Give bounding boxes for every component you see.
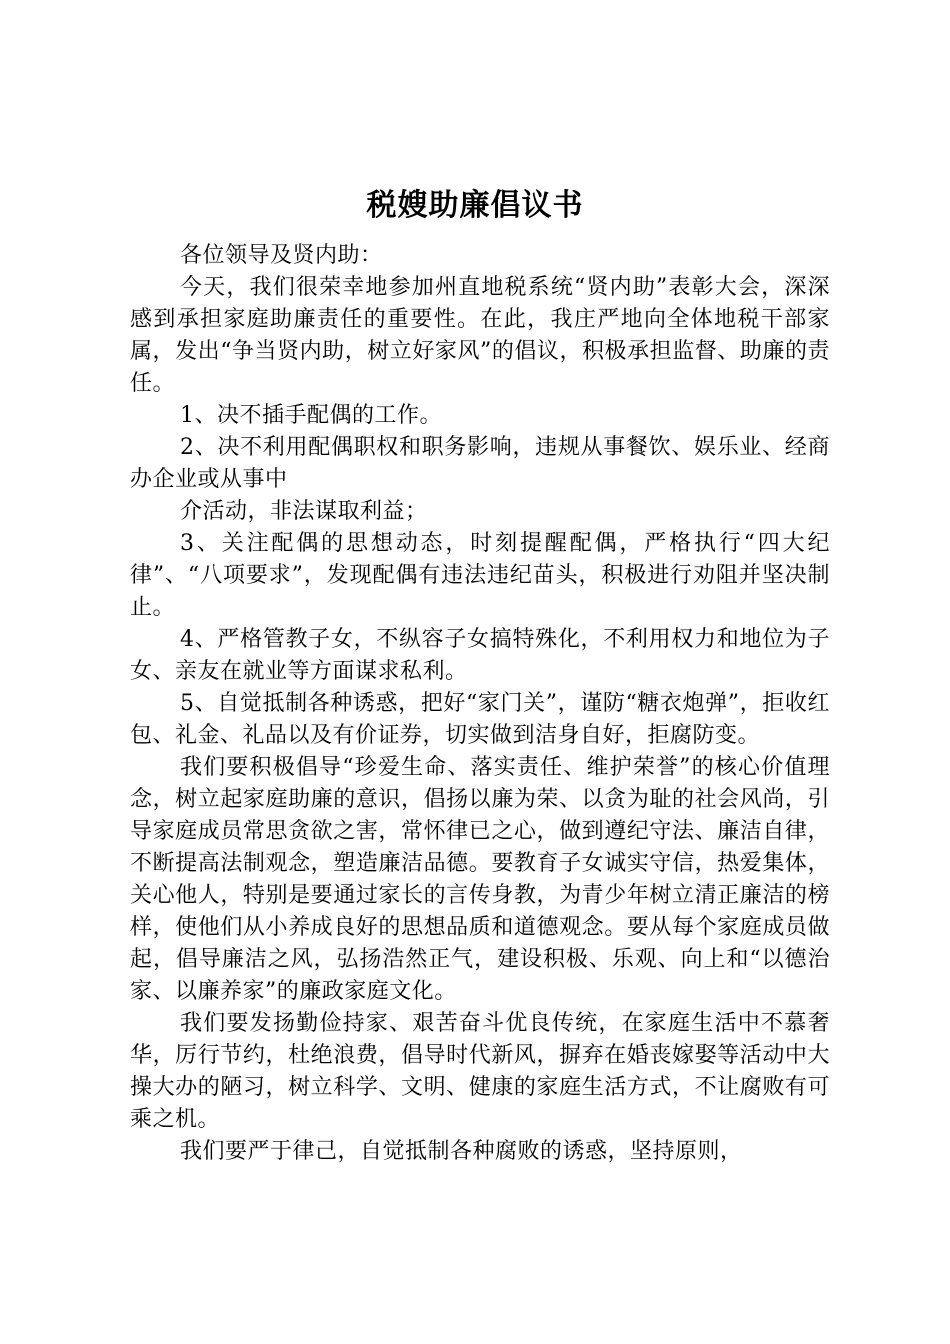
paragraph-values: 我们要积极倡导“珍爱生命、落实责任、维护荣誉”的核心价值理念，树立起家庭助廉的意识，倡扬以廉为荣、以贪为耻的社会风尚，引导家庭成员常思贪欲之害，常怀律已之心，做到遵纪守法、廉洁自律，不断提高法制观念，塑造廉洁品德。要教育子女诚实守信，热爱集体，关心他人，特别是要通过家长的言传身教，为青少年树立清正廉洁的榜样，使他们从小养成良好的思想品质和道德观念。要从每个家庭成员做起，倡导廉洁之风，弘扬浩然正气，建设积极、乐观、向上和“以德治家、以廉养家”的廉政家庭文化。: [130, 755, 830, 1004]
document-title: 税嫂助廉倡议书: [366, 188, 584, 223]
item-2: 2、决不利用配偶职权和职务影响，违规从事餐饮、娱乐业、经商办企业或从事中: [130, 435, 830, 492]
paragraph-intro: 今天，我们很荣幸地参加州直地税系统“贤内助”表彰大会，深深感到承担家庭助廉责任的重要性。在此，我庄严地向全体地税干部家属，发出“争当贤内助，树立好家风”的倡议，积极承担监督、助廉的责任。: [130, 275, 830, 396]
item-2-continued: 介活动，非法谋取利益；: [180, 499, 428, 524]
salutation: 各位领导及贤内助：: [180, 243, 383, 268]
item-3: 3、关注配偶的思想动态，时刻提醒配偶，严格执行“四大纪律”、“八项要求”，发现配偶有违法违纪苗头，积极进行劝阻并坚决制止。: [130, 531, 830, 620]
paragraph-frugality: 我们要发扬勤俭持家、艰苦奋斗优良传统，在家庭生活中不慕奢华，厉行节约，杜绝浪费，倡导时代新风，摒弃在婚丧嫁娶等活动中大操大办的陋习，树立科学、文明、健康的家庭生活方式，不让腐败有可乘之机。: [130, 1011, 830, 1132]
item-5: 5、自觉抵制各种诱惑，把好“家门关”，谨防“糖衣炮弹”，拒收红包、礼金、礼品以及有价证券，切实做到洁身自好，拒腐防变。: [130, 691, 830, 748]
item-4: 4、严格管教子女，不纵容子女搞特殊化，不利用权力和地位为子女、亲友在就业等方面谋求私利。: [130, 627, 830, 684]
item-1: 1、决不插手配偶的工作。: [180, 403, 442, 428]
document-body: [130, 240, 830, 1168]
paragraph-self-discipline: 我们要严于律己，自觉抵制各种腐败的诱惑，坚持原则，: [180, 1139, 743, 1164]
